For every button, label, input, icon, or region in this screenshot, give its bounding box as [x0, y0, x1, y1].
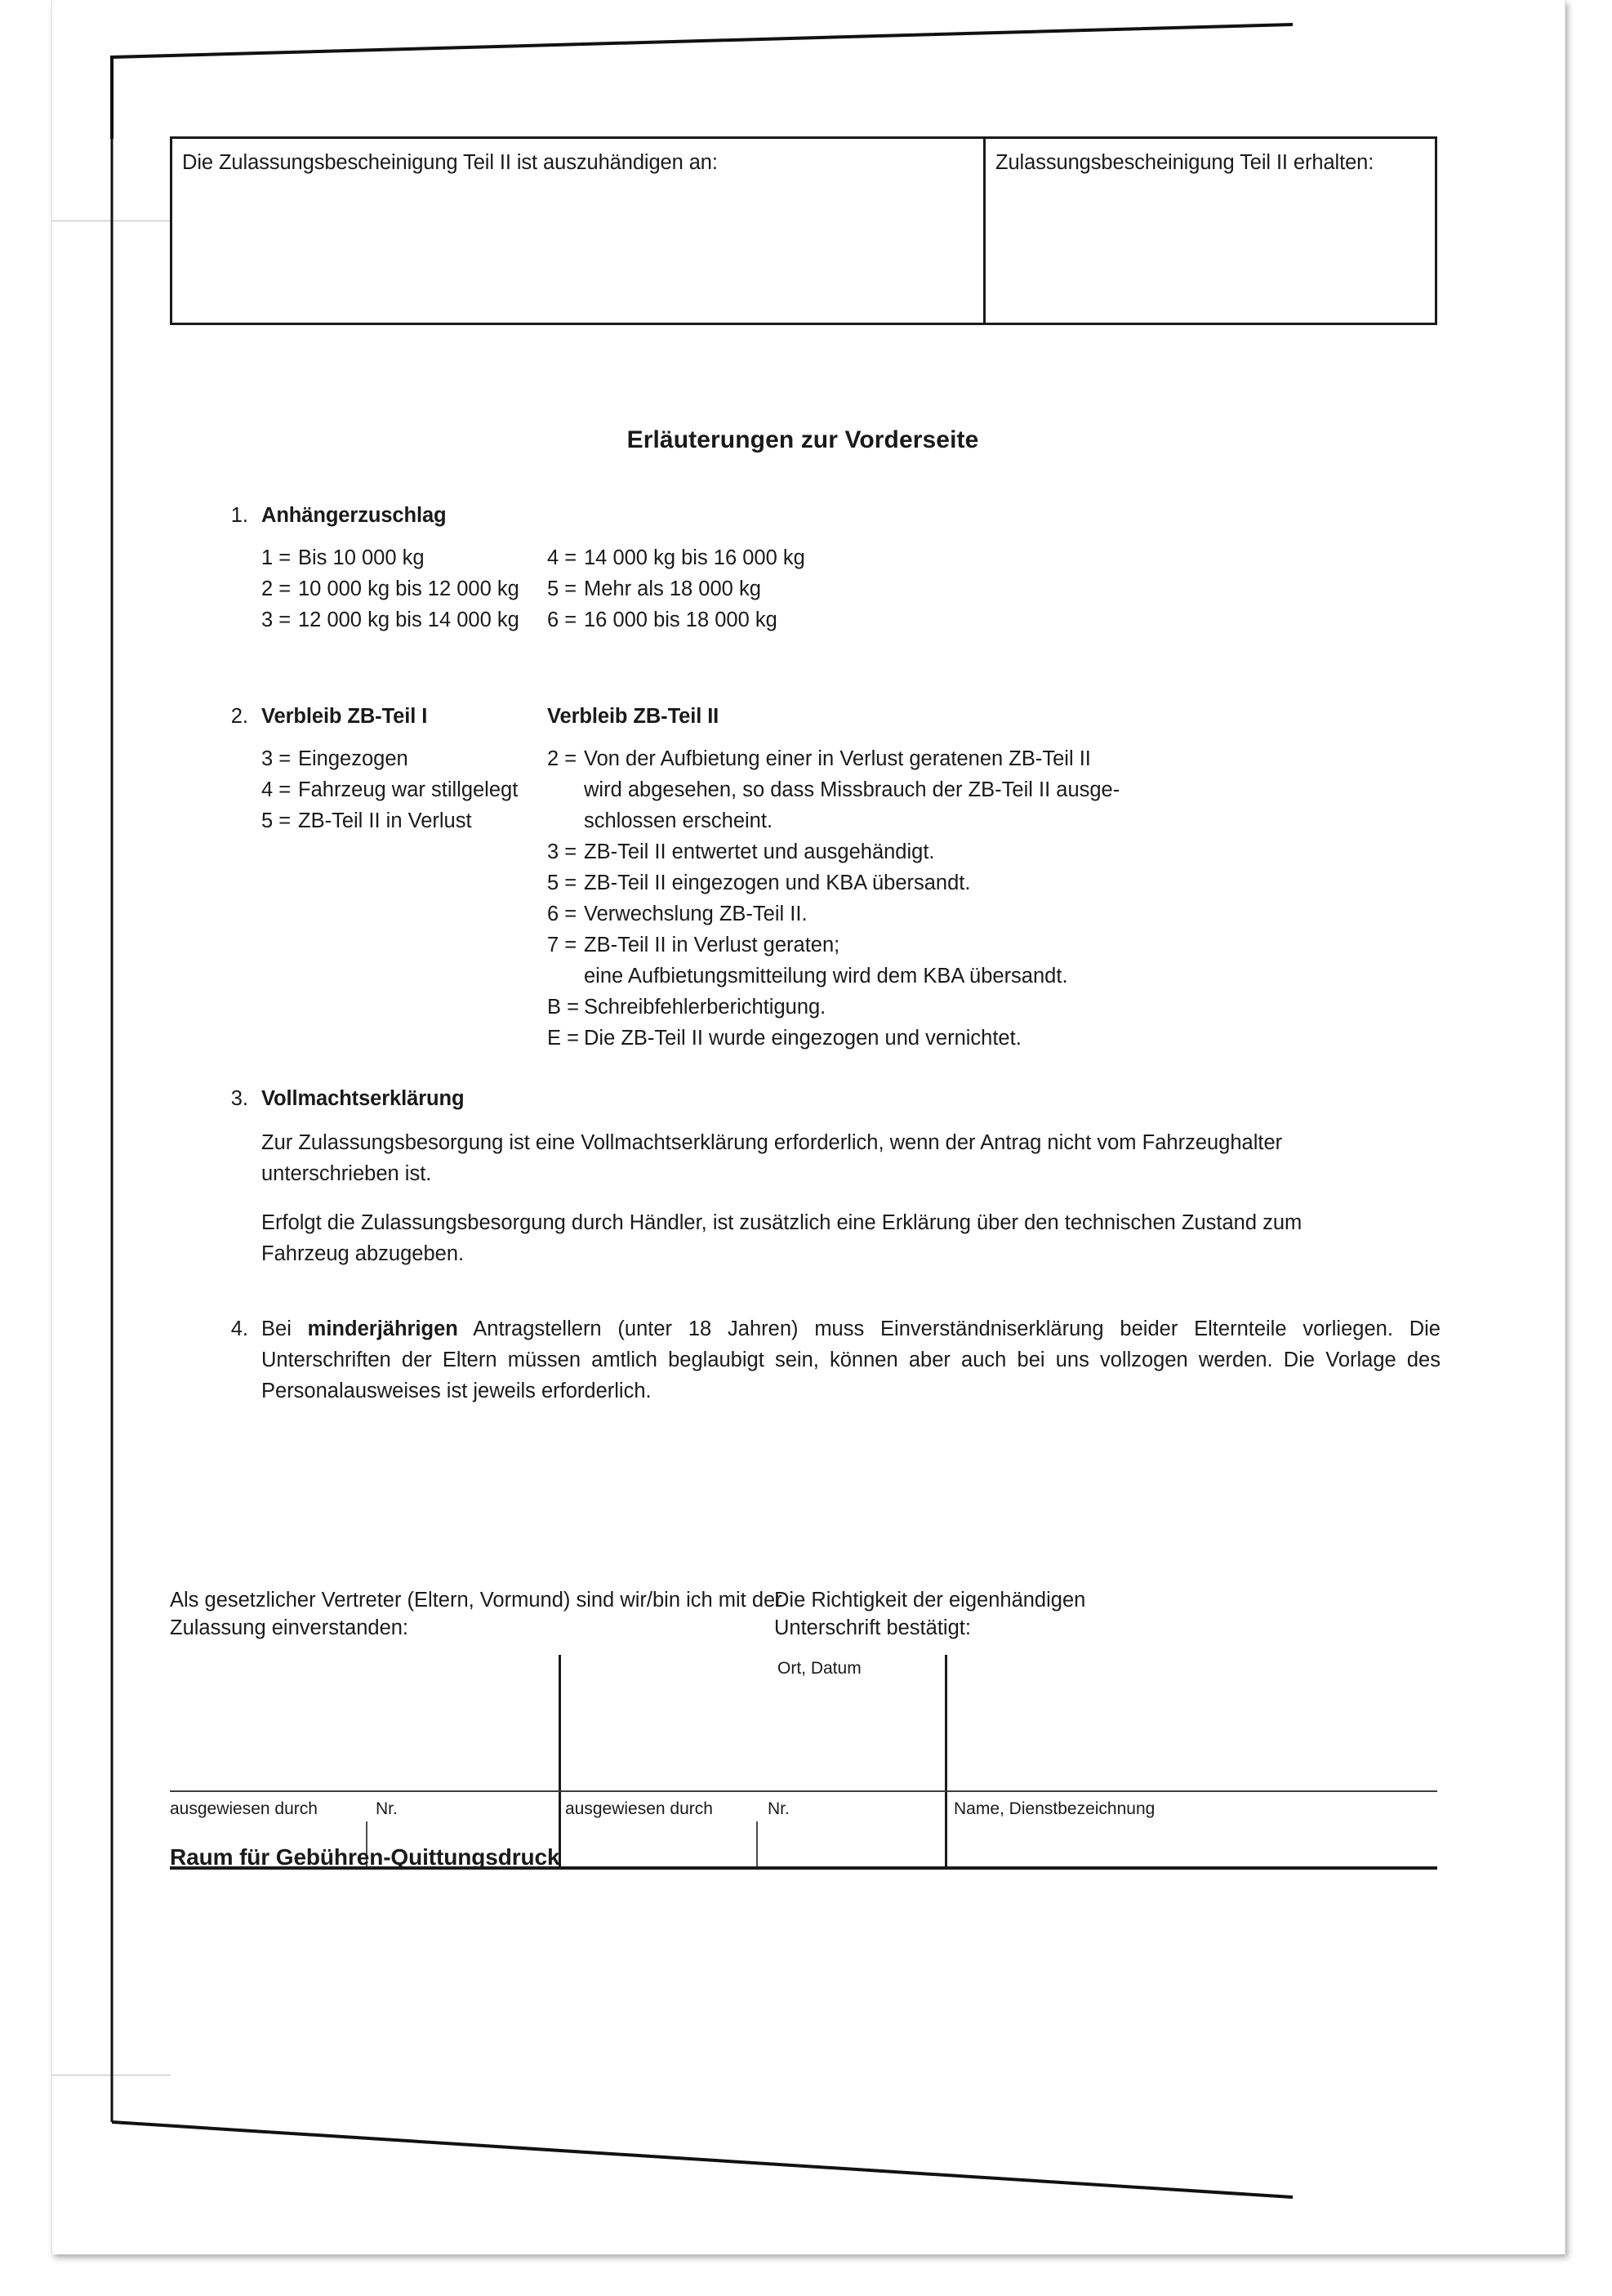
item-key: B = [547, 996, 579, 1019]
item-key: 2 = [547, 747, 577, 770]
item-value: Schreibfehlerberichtigung. [584, 996, 826, 1019]
item-value-line: ZB-Teil II in Verlust geraten; [584, 934, 840, 956]
item-key: 3 = [547, 840, 577, 863]
section-4-paragraph [261, 1313, 1441, 1407]
item-value: Mehr als 18 000 kg [584, 577, 761, 600]
item-value [584, 743, 1120, 836]
section-2-heading-right: Verbleib ZB-Teil II [547, 705, 719, 728]
page-title: Erläuterungen zur Vorderseite [626, 426, 979, 453]
item-value: Die ZB-Teil II wurde eingezogen und vernichtet. [584, 1027, 1022, 1050]
handover-box-cell-right [986, 139, 1435, 323]
section-3-number: 3. [230, 1087, 248, 1110]
signature-caption-right-line2: Unterschrift bestätigt: [774, 1616, 971, 1639]
item-value [584, 930, 1068, 992]
list-item [261, 774, 547, 805]
list-item [547, 836, 1282, 867]
section-1-heading: Anhängerzuschlag [261, 504, 447, 527]
name-dienstbezeichnung-label: Name, Dienstbezeichnung [954, 1799, 1156, 1818]
handover-left-label: Die Zulassungsbescheinigung Teil II ist auszuhändigen an: [182, 151, 718, 174]
section-4-rest: Antragstellern (unter 18 Jahren) muss Einverständniserklärung beider Elternteile vorliegen. Die Unterschriften der Eltern müssen amtlich beglaubigt sein, können aber auch bei uns vollzogen werden. Die Vorlage des Personalausweises ist jeweils erforderlich. [261, 1317, 1441, 1402]
section-1-column-right [547, 542, 1282, 635]
section-anhaengerzuschlag [216, 500, 1441, 635]
section-1-column-left [261, 542, 547, 635]
list-item [261, 604, 547, 635]
ort-datum-label: Ort, Datum [777, 1659, 862, 1678]
list-item [261, 573, 547, 604]
item-value: ZB-Teil II eingezogen und KBA übersandt. [584, 872, 971, 894]
item-value: Bis 10 000 kg [298, 546, 425, 569]
list-item [547, 573, 1282, 604]
ausgewiesen-durch-label-2: ausgewiesen durch [565, 1799, 713, 1818]
signature-divider-2 [945, 1655, 947, 1868]
section-2-heading-left: Verbleib ZB-Teil I [261, 705, 428, 728]
signature-caption-right-line1: Die Richtigkeit der eigenhändigen [774, 1589, 1086, 1612]
section-vollmachtserklaerung [216, 1083, 1400, 1269]
list-item [547, 604, 1282, 635]
signature-caption-left [170, 1586, 782, 1642]
item-value-cont: wird abgesehen, so dass Missbrauch der ZB-Teil II ausge- [584, 778, 1120, 801]
list-item [261, 542, 547, 573]
item-key: 4 = [261, 778, 292, 801]
list-item [547, 743, 1282, 836]
section-4-bold-term: minderjährigen [307, 1317, 458, 1340]
item-key: 4 = [547, 546, 577, 569]
list-item [547, 992, 1282, 1023]
item-key: 2 = [261, 577, 292, 600]
signature-area [170, 1586, 1437, 1868]
item-value: 16 000 bis 18 000 kg [584, 609, 777, 631]
item-value: Eingezogen [298, 747, 408, 770]
item-value: 10 000 kg bis 12 000 kg [298, 577, 519, 600]
list-item [547, 1023, 1282, 1054]
section-3-paragraph-2: Erfolgt die Zulassungsbesorgung durch Händler, ist zusätzlich eine Erklärung über den technischen Zustand zum Fahrzeug abzugeben. [261, 1211, 1303, 1265]
item-key: 7 = [547, 934, 577, 956]
item-value: Fahrzeug war stillgelegt [298, 778, 519, 801]
item-key: 5 = [261, 809, 292, 832]
section-2-number: 2. [230, 705, 248, 728]
signature-rule [170, 1790, 1437, 1792]
section-3-heading: Vollmachtserklärung [261, 1087, 465, 1110]
list-item [547, 898, 1282, 930]
item-key: 1 = [261, 546, 292, 569]
nr-label-2: Nr. [768, 1799, 790, 1818]
signature-caption-left-line2: Zulassung einverstanden: [170, 1616, 409, 1639]
nr-divider-2 [756, 1821, 758, 1868]
item-key: 6 = [547, 903, 577, 925]
section-2-column-left [261, 701, 547, 1054]
list-item [261, 743, 547, 774]
section-verbleib [216, 701, 1441, 1054]
section-minderjaehrige [216, 1313, 1441, 1407]
item-value: 14 000 kg bis 16 000 kg [584, 546, 805, 569]
item-key: 3 = [261, 609, 292, 631]
handover-box [170, 136, 1437, 325]
signature-caption-left-line1: Als gesetzlicher Vertreter (Eltern, Vormund) sind wir/bin ich mit der [170, 1589, 782, 1612]
item-key: 3 = [261, 747, 292, 770]
item-key: E = [547, 1027, 579, 1050]
item-key: 5 = [547, 872, 577, 894]
section-3-paragraph-1: Zur Zulassungsbesorgung ist eine Vollmachtserklärung erforderlich, wenn der Antrag nicht vom Fahrzeughalter unterschrieben ist. [261, 1131, 1283, 1185]
item-value: Verwechslung ZB-Teil II. [584, 903, 808, 925]
item-value-cont: schlossen erscheint. [584, 809, 773, 832]
item-value: 12 000 kg bis 14 000 kg [298, 609, 519, 631]
list-item [547, 867, 1282, 898]
signature-divider-1 [559, 1655, 561, 1868]
list-item [547, 930, 1282, 992]
nr-label-1: Nr. [376, 1799, 398, 1818]
gebuehren-quittungsdruck-title: Raum für Gebühren-Quittungsdruck [170, 1844, 560, 1870]
item-value-line: Von der Aufbietung einer in Verlust geratenen ZB-Teil II [584, 747, 1091, 770]
signature-caption-right [774, 1586, 1085, 1642]
ausgewiesen-durch-label-1: ausgewiesen durch [170, 1799, 318, 1818]
section-4-number: 4. [230, 1317, 248, 1340]
item-key: 6 = [547, 609, 577, 631]
list-item [261, 805, 547, 836]
item-value: ZB-Teil II entwertet und ausgehändigt. [584, 840, 935, 863]
item-value-cont: eine Aufbietungsmitteilung wird dem KBA übersandt. [584, 965, 1068, 988]
section-2-column-right [547, 701, 1282, 1054]
item-value: ZB-Teil II in Verlust [298, 809, 472, 832]
list-item [547, 542, 1282, 573]
item-key: 5 = [547, 577, 577, 600]
section-4-lead: Bei [261, 1317, 308, 1340]
section-1-number: 1. [230, 504, 248, 527]
handover-right-label: Zulassungsbescheinigung Teil II erhalten: [995, 151, 1374, 174]
handover-box-cell-left [172, 139, 986, 323]
